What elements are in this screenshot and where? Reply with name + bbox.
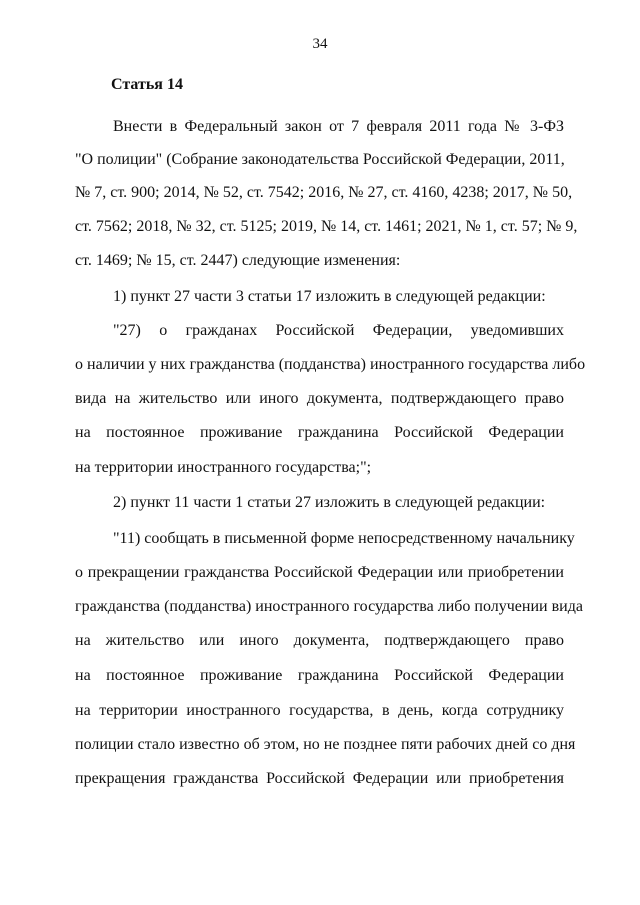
text-line: прекращения гражданства Российской Федерации или приобретения: [75, 770, 564, 787]
text-line: ст. 7562; 2018, № 32, ст. 5125; 2019, № 14, ст. 1461; 2021, № 1, ст. 57; № 9,: [75, 218, 578, 235]
text-line: на жительство или иного документа, подтверждающего право: [75, 632, 564, 649]
text-line: гражданства (подданства) иностранного государства либо получении вида: [75, 598, 583, 615]
text-line: на территории иностранного государства, в день, когда сотруднику: [75, 702, 564, 719]
page-number: 34: [312, 36, 328, 52]
text-line: "27) о гражданах Российской Федерации, уведомивших: [113, 322, 564, 339]
text-line: полиции стало известно об этом, но не позднее пяти рабочих дней со дня: [75, 736, 576, 753]
text-line: "11) сообщать в письменной форме непосредственному начальнику: [113, 530, 575, 547]
text-line: на постоянное проживание гражданина Российской Федерации: [75, 424, 564, 441]
text-line: о наличии у них гражданства (подданства) иностранного государства либо: [75, 356, 586, 373]
text-line: ст. 1469; № 15, ст. 2447) следующие изменения:: [75, 252, 401, 269]
text-line: "О полиции" (Собрание законодательства Российской Федерации, 2011,: [75, 151, 565, 168]
text-line: на территории иностранного государства;";: [75, 459, 372, 476]
article-title: Статья 14: [111, 76, 183, 93]
text-line: № 7, ст. 900; 2014, № 52, ст. 7542; 2016, № 27, ст. 4160, 4238; 2017, № 50,: [75, 184, 573, 201]
text-line: Внести в Федеральный закон от 7 февраля 2011 года № 3-ФЗ: [113, 118, 564, 135]
text-line: вида на жительство или иного документа, подтверждающего право: [75, 390, 564, 407]
text-line: о прекращении гражданства Российской Федерации или приобретении: [75, 564, 564, 581]
text-line: на постоянное проживание гражданина Российской Федерации: [75, 667, 564, 684]
text-line: 2) пункт 11 части 1 статьи 27 изложить в следующей редакции:: [113, 494, 546, 511]
text-line: 1) пункт 27 части 3 статьи 17 изложить в следующей редакции:: [113, 288, 546, 305]
